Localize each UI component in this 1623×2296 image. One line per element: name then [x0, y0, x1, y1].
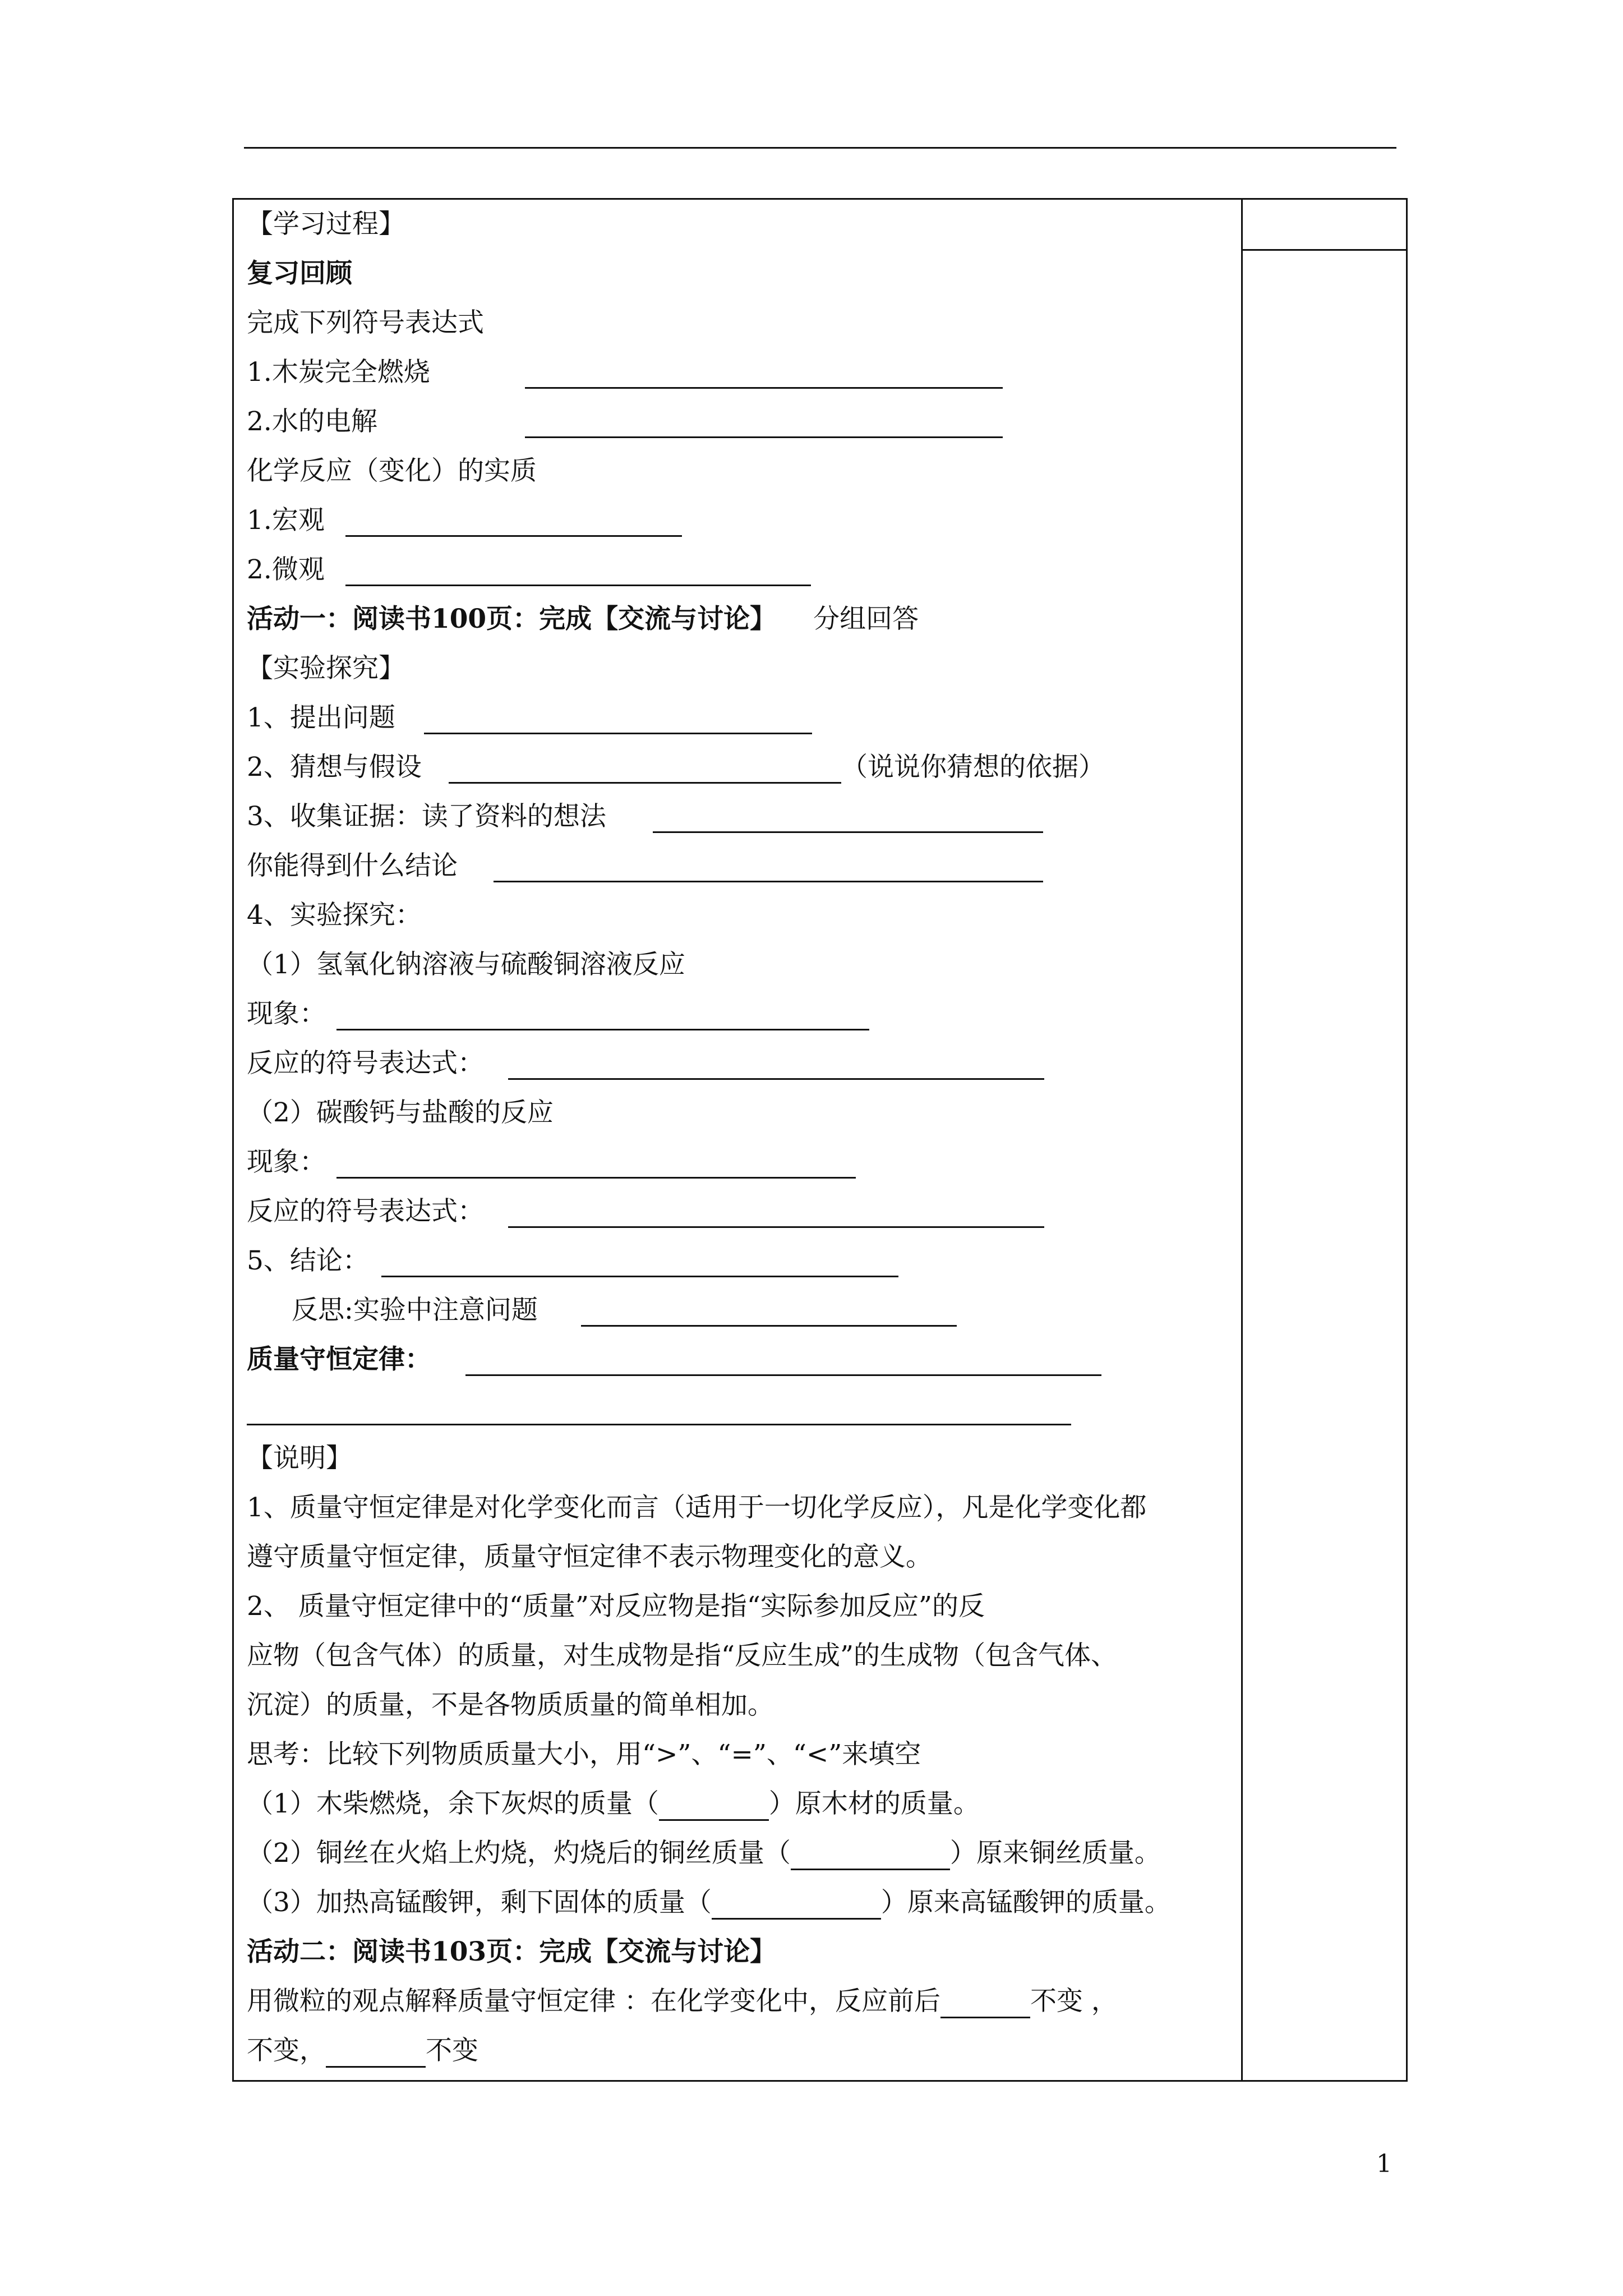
essence-title: 化学反应（变化）的实质 [247, 455, 537, 486]
phenomenon-1-label: 现象： [247, 999, 326, 1029]
blank-question-3-conclusion[interactable] [494, 881, 1043, 882]
blank-macro[interactable] [345, 535, 682, 537]
particle-text-a: 用微粒的观点解释质量守恒定律 ：在化学变化中，反应前后 [247, 1986, 940, 2017]
item-water: 2.水的电解 [247, 406, 377, 437]
item-charcoal: 1.木炭完全燃烧 [247, 357, 430, 388]
think-3 [247, 1886, 1171, 1920]
question-4: 4、实验探究： [247, 900, 422, 931]
notes-column-divider [1241, 198, 1243, 2082]
activity-one-title: 活动一：阅读书100页：完成【交流与讨论】 [247, 604, 777, 634]
review-instruction: 完成下列符号表达式 [247, 307, 484, 338]
notes-column-header-divider [1241, 249, 1408, 251]
blank-conclusion[interactable] [381, 1276, 898, 1277]
explain-2-line-b: 应物（包含气体）的质量，对生成物是指“反应生成”的生成物（包含气体、 [247, 1640, 1118, 1671]
equation-1-label: 反应的符号表达式： [247, 1048, 484, 1079]
question-2-note: （说说你猜想的依据） [841, 752, 1105, 783]
header-rule [244, 147, 1396, 149]
think-3-text-b: ）原来高锰酸钾的质量。 [880, 1887, 1171, 1918]
particle-explanation [247, 1985, 1118, 2018]
blank-particle-2[interactable] [326, 2039, 426, 2068]
process-header: 【学习过程】 [247, 209, 405, 240]
blank-question-1[interactable] [424, 733, 812, 734]
think-2-text-b: ）原来铜丝质量。 [949, 1838, 1161, 1869]
think-3-text-a: （3）加热高锰酸钾，剩下固体的质量（ [247, 1887, 712, 1918]
blank-think-3[interactable] [712, 1891, 881, 1920]
blank-reflection[interactable] [581, 1325, 957, 1327]
review-title: 复习回顾 [247, 258, 352, 289]
think-prompt: 思考：比较下列物质质量大小，用“>”、“=”、“<”来填空 [247, 1739, 921, 1770]
particle-text-b: 不变 ， [1030, 1986, 1118, 2017]
explain-2-line-c: 沉淀）的质量，不是各物质质量的简单相加。 [247, 1690, 774, 1720]
experiment-header: 【实验探究】 [247, 653, 405, 684]
experiment-1-title: （1）氢氧化钠溶液与硫酸铜溶液反应 [247, 949, 685, 980]
explain-header: 【说明】 [247, 1443, 352, 1474]
phenomenon-2-label: 现象： [247, 1147, 326, 1177]
explain-1-line-b: 遵守质量守恒定律，质量守恒定律不表示物理变化的意义。 [247, 1542, 932, 1572]
blank-equation-2[interactable] [508, 1226, 1044, 1228]
think-1 [247, 1787, 980, 1821]
question-3-conclusion: 你能得到什么结论 [247, 850, 458, 881]
blank-phenomenon-1[interactable] [336, 1029, 869, 1030]
blank-question-2[interactable] [449, 782, 841, 784]
question-1: 1、提出问题 [247, 702, 395, 733]
activity-one [247, 602, 919, 636]
blank-water-equation[interactable] [525, 436, 1003, 438]
reflection-label: 反思:实验中注意问题 [292, 1295, 538, 1326]
law-title: 质量守恒定律： [247, 1344, 431, 1375]
macro-label: 1.宏观 [247, 505, 325, 536]
question-3: 3、收集证据：读了资料的想法 [247, 801, 606, 832]
question-2: 2、猜想与假设 [247, 752, 422, 783]
blank-charcoal-equation[interactable] [525, 387, 1003, 389]
equation-2-label: 反应的符号表达式： [247, 1196, 484, 1227]
activity-one-note: 分组回答 [813, 604, 919, 634]
blank-particle-1[interactable] [940, 1990, 1030, 2018]
activity-two-title: 活动二：阅读书103页：完成【交流与讨论】 [247, 1936, 777, 1967]
blank-phenomenon-2[interactable] [336, 1177, 856, 1179]
micro-label: 2.微观 [247, 554, 325, 585]
explain-2-line-a: 2、 质量守恒定律中的“质量”对反应物是指“实际参加反应”的反 [247, 1591, 985, 1622]
explain-1-line-a: 1、质量守恒定律是对化学变化而言（适用于一切化学反应），凡是化学变化都 [247, 1492, 1147, 1523]
particle-text-c: 不变， [247, 2035, 326, 2066]
blank-think-1[interactable] [659, 1792, 769, 1821]
particle-explanation-cont [247, 2034, 478, 2068]
think-2 [247, 1837, 1161, 1870]
think-1-text-b: ）原木材的质量。 [768, 1788, 980, 1819]
blank-think-2[interactable] [791, 1842, 950, 1870]
blank-question-3[interactable] [653, 831, 1043, 833]
experiment-2-title: （2）碳酸钙与盐酸的反应 [247, 1097, 554, 1128]
blank-equation-1[interactable] [508, 1078, 1044, 1080]
particle-text-d: 不变 [426, 2035, 478, 2066]
conclusion-label: 5、结论： [247, 1245, 369, 1276]
think-2-text-a: （2）铜丝在火焰上灼烧，灼烧后的铜丝质量（ [247, 1838, 791, 1869]
think-1-text-a: （1）木柴燃烧，余下灰烬的质量（ [247, 1788, 659, 1819]
blank-law-line-2[interactable] [247, 1424, 1071, 1425]
blank-micro[interactable] [345, 585, 811, 586]
blank-law-line-1[interactable] [465, 1374, 1101, 1376]
page-number: 1 [1376, 2150, 1392, 2178]
